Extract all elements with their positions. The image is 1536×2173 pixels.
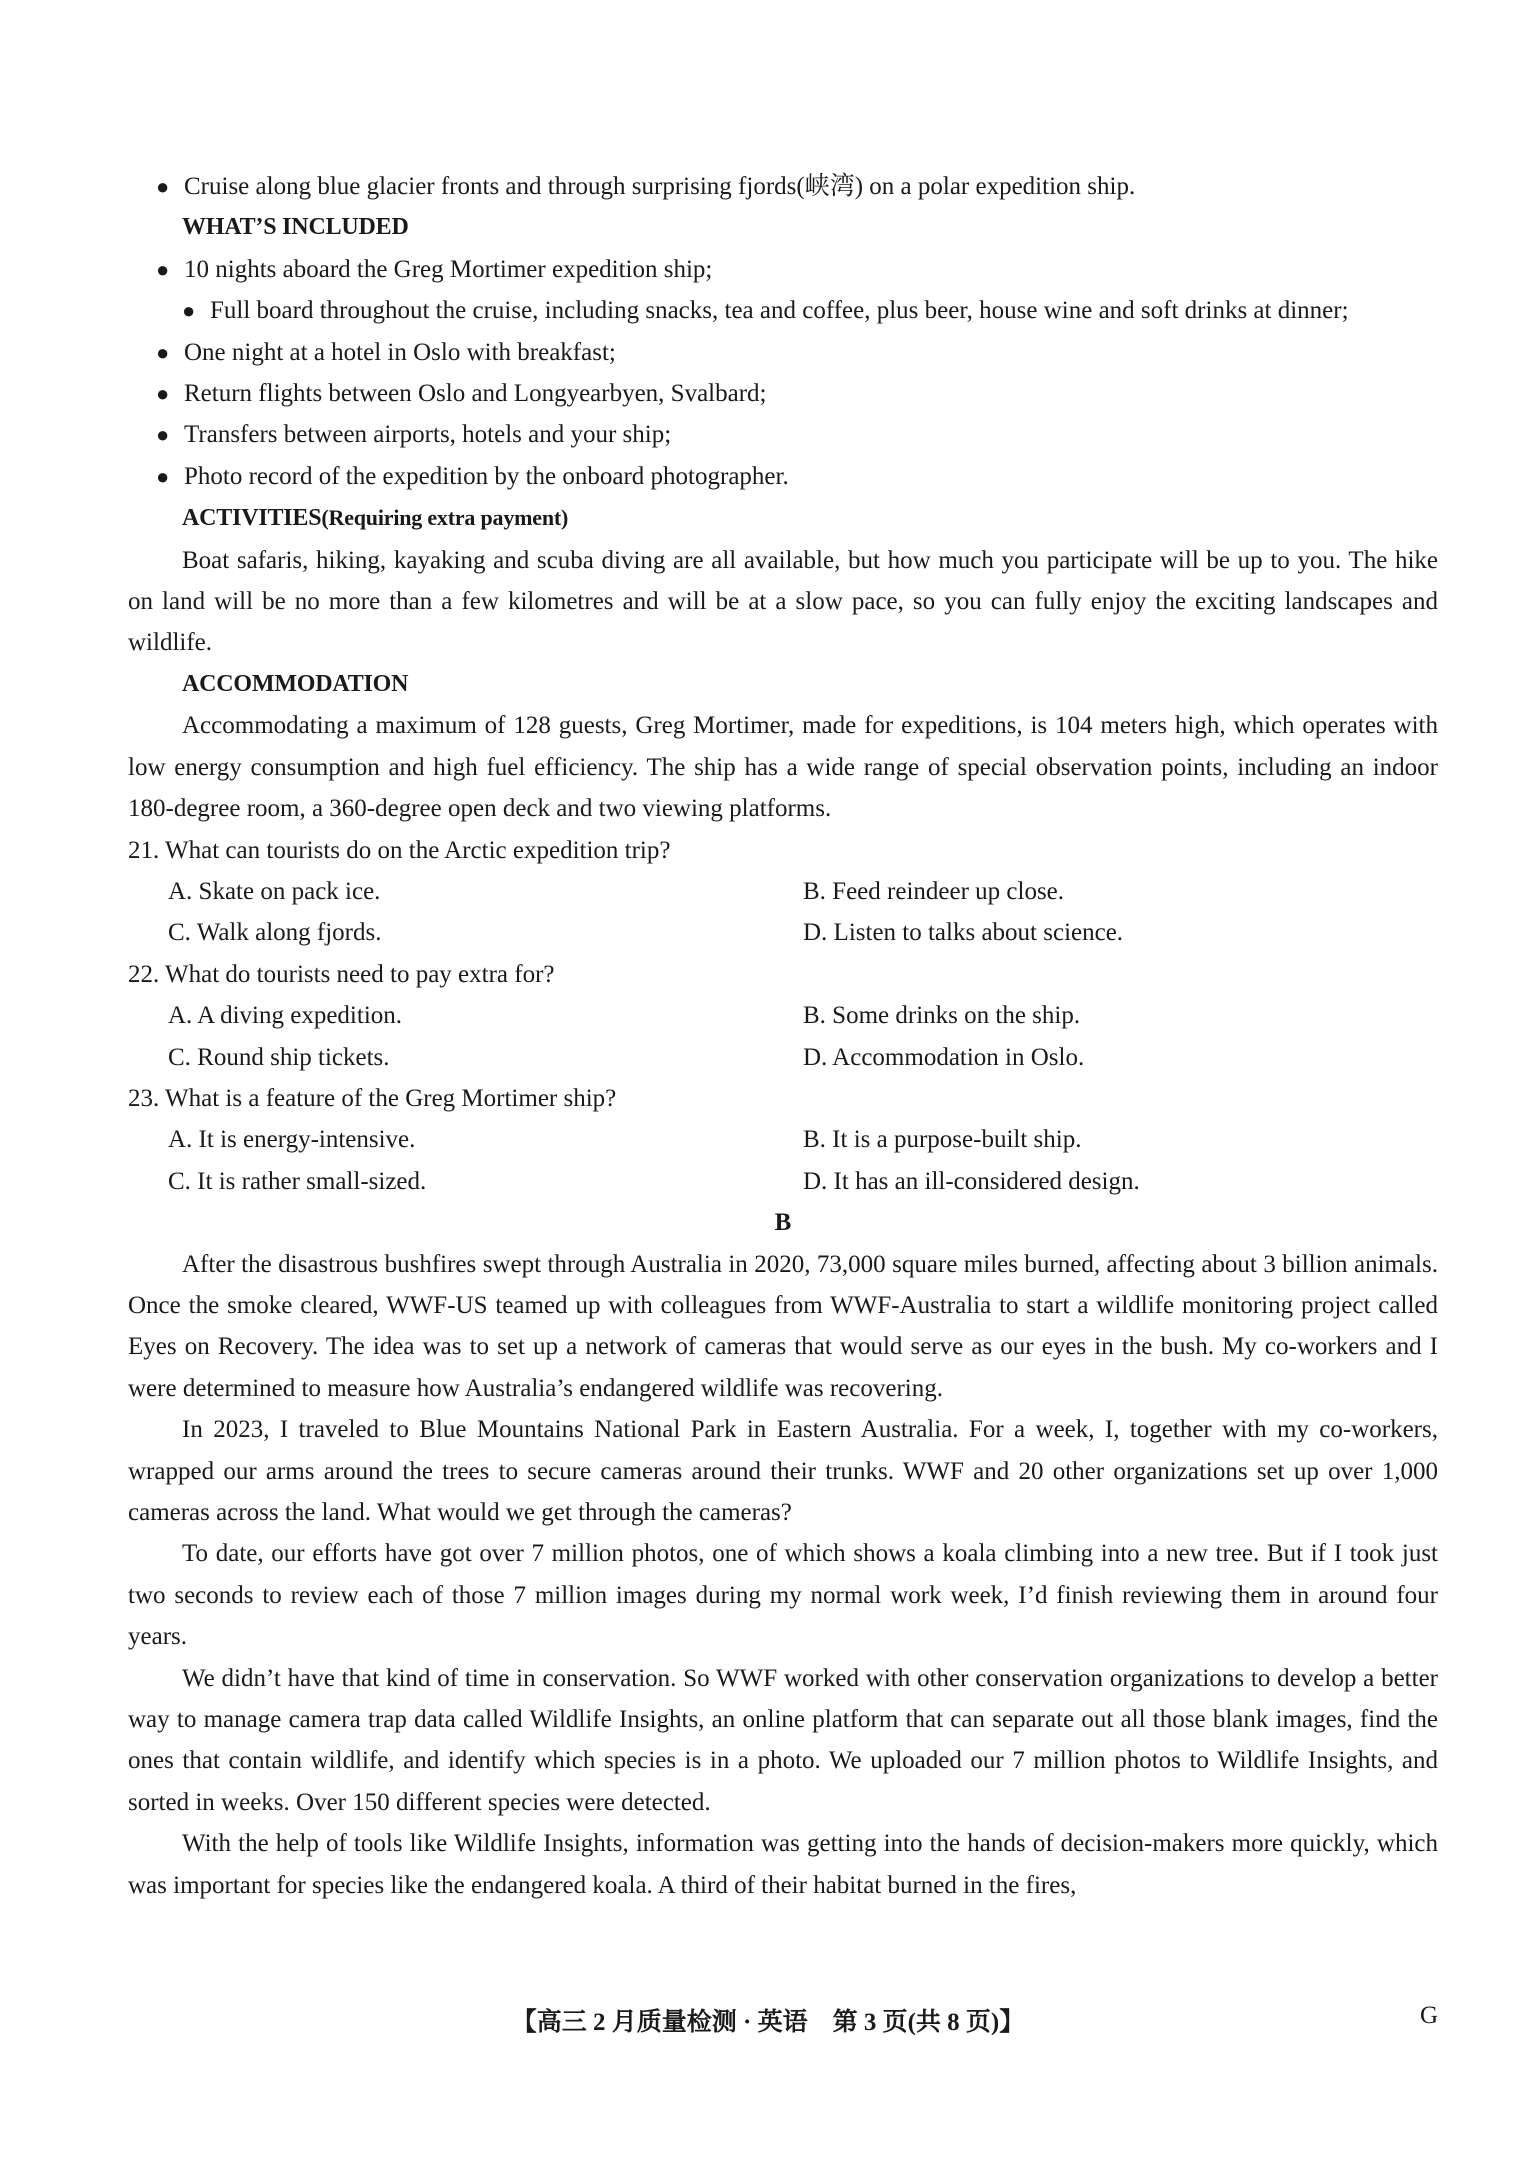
option-b: B. It is a purpose-built ship. [803, 1126, 1082, 1154]
option-d: D. It has an ill-considered design. [803, 1167, 1140, 1195]
section-letter: B [774, 1209, 792, 1237]
passage-b [128, 1244, 1438, 1907]
question-stem: 23. What is a feature of the Greg Mortimer ship? [128, 1084, 617, 1112]
accommodation-heading: ACCOMMODATION [182, 670, 409, 697]
option-b: B. Feed reindeer up close. [803, 877, 1065, 905]
included-item: ● 10 nights aboard the Greg Mortimer expedition ship; [128, 249, 1438, 290]
activities-title: ACTIVITIES [182, 505, 322, 532]
accommodation-paragraph: Accommodating a maximum of 128 guests, Greg Mortimer, made for expeditions, is 104 meters high, which operates with low energy consumption and high fuel efficiency. The ship has a wide range of special observation points, including an indoor 180-degree room, a 360-degree open deck and two viewing platforms. [128, 712, 1438, 823]
option-a: A. A diving expedition. [168, 1002, 403, 1030]
included-item: ● Transfers between airports, hotels and your ship; [128, 414, 1438, 455]
activities-subtitle: (Requiring extra payment) [321, 505, 569, 531]
question-stem: 22. What do tourists need to pay extra for? [128, 960, 555, 988]
question-21 [128, 830, 1438, 954]
option-d: D. Accommodation in Oslo. [803, 1043, 1085, 1071]
page-content [128, 166, 1438, 1906]
bullet-cruise: ● Cruise along blue glacier fronts and through surprising fjords(峡湾) on a polar expedition ship. [128, 166, 1438, 207]
option-row [128, 871, 1438, 912]
activities-heading [128, 497, 1438, 539]
option-c: C. Walk along fjords. [168, 919, 382, 947]
option-row [128, 995, 1438, 1036]
page-footer [0, 2002, 1536, 2042]
option-row [128, 1119, 1438, 1160]
footer-version: G [1419, 2002, 1438, 2029]
option-c: C. It is rather small-sized. [168, 1167, 427, 1195]
option-row [128, 1037, 1438, 1078]
passage-paragraph: In 2023, I traveled to Blue Mountains National Park in Eastern Australia. For a week, I, together with my co-workers, wrapped our arms around the trees to secure cameras around their trunks. WWF and 20 other organizations set up over 1,000 cameras across the land. What would we get through the cameras? [128, 1416, 1438, 1526]
activities-paragraph: Boat safaris, hiking, kayaking and scuba diving are all available, but how much you participate will be up to you. The hike on land will be no more than a few kilometres and will be at a slow pace, so you can fully enjoy the exciting landscapes and wildlife. [128, 546, 1438, 657]
question-22 [128, 954, 1438, 1078]
included-item: ● Return flights between Oslo and Longyearbyen, Svalbard; [128, 373, 1438, 414]
included-item: ● Full board throughout the cruise, including snacks, tea and coffee, plus beer, house wine and soft drinks at dinner; [128, 290, 1438, 331]
included-list [128, 249, 1438, 497]
option-row [128, 912, 1438, 953]
option-d: D. Listen to talks about science. [803, 919, 1124, 947]
passage-paragraph: With the help of tools like Wildlife Insights, information was getting into the hands of decision-makers more quickly, which was important for species like the endangered koala. A third of their habitat burned in the fires, [128, 1830, 1438, 1899]
option-a: A. It is energy-intensive. [168, 1126, 416, 1154]
included-item: ● One night at a hotel in Oslo with breakfast; [128, 332, 1438, 373]
included-item: ● Photo record of the expedition by the onboard photographer. [128, 456, 1438, 497]
question-stem: 21. What can tourists do on the Arctic expedition trip? [128, 836, 671, 864]
option-row [128, 1161, 1438, 1202]
question-23 [128, 1078, 1438, 1202]
option-c: C. Round ship tickets. [168, 1043, 390, 1071]
footer-page-info: 【高三 2 月质量检测 · 英语 第 3 页(共 8 页)】 [511, 2009, 1025, 2036]
option-a: A. Skate on pack ice. [168, 877, 381, 905]
included-heading: WHAT’S INCLUDED [182, 214, 409, 241]
passage-paragraph: We didn’t have that kind of time in conservation. So WWF worked with other conservation organizations to develop a better way to manage camera trap data called Wildlife Insights, an online platform that can separate out all those blank images, find the ones that contain wildlife, and identify which species is in a photo. We uploaded our 7 million photos to Wildlife Insights, and sorted in weeks. Over 150 different species were detected. [128, 1664, 1438, 1816]
option-b: B. Some drinks on the ship. [803, 1002, 1081, 1030]
passage-paragraph: After the disastrous bushfires swept through Australia in 2020, 73,000 square miles burned, affecting about 3 billion animals. Once the smoke cleared, WWF-US teamed up with colleagues from WWF-Australia to start a wildlife monitoring project called Eyes on Recovery. The idea was to set up a network of cameras that would serve as our eyes in the bush. My co-workers and I were determined to measure how Australia’s endangered wildlife was recovering. [128, 1250, 1438, 1402]
passage-paragraph: To date, our efforts have got over 7 million photos, one of which shows a koala climbing into a new tree. But if I took just two seconds to review each of those 7 million images during my normal work week, I’d finish reviewing them in around four years. [128, 1540, 1438, 1651]
